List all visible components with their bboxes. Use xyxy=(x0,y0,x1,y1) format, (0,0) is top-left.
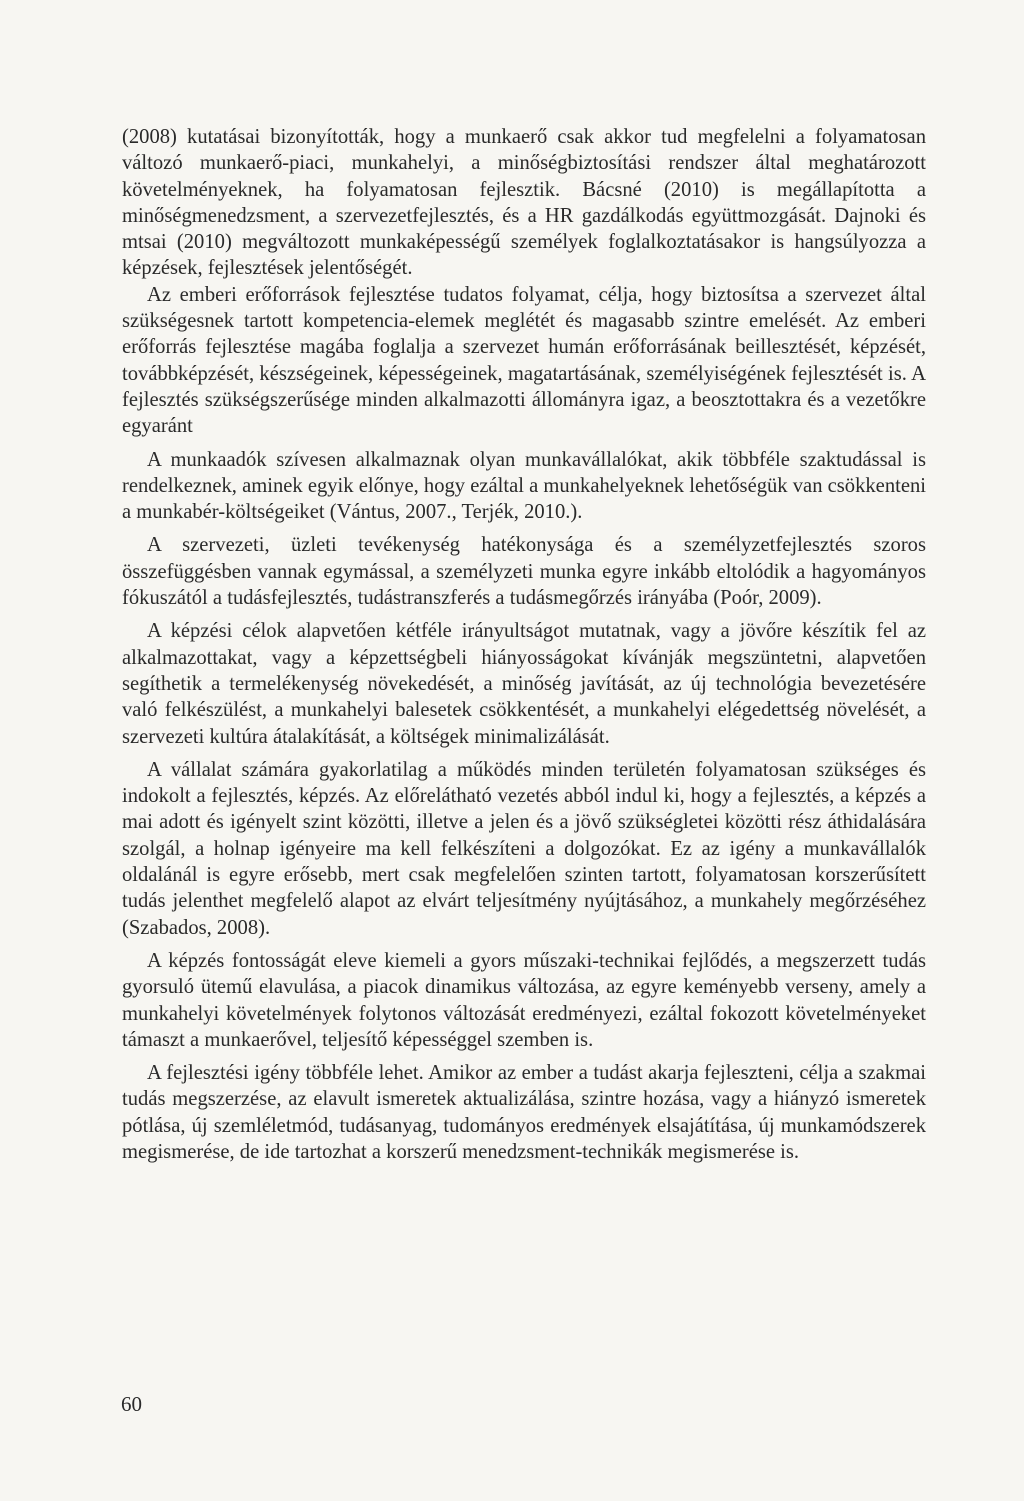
paragraph-4: A szervezeti, üzleti tevékenység hatékonysága és a személyzetfejlesztés szoros összefüggésben vannak egymással, a személyzeti munka egyre inkább eltolódik a hagyományos fókuszától a tudásfejlesztés, tudástranszferés a tudásmegőrzés irányába (Poór, 2009). xyxy=(122,534,926,610)
paragraph-7: A képzés fontosságát eleve kiemeli a gyors műszaki-technikai fejlődés, a megszerzett tudás gyorsuló ütemű elavulása, a piacok dinamikus változása, az egyre keményebb verseny, amely a munkahelyi követelmények folytonos változását eredményezi, ezáltal fokozott követelményeket támaszt a munkaerővel, teljesítő képességgel szemben is. xyxy=(122,949,926,1051)
paragraph-5: A képzési célok alapvetően kétféle irányultságot mutatnak, vagy a jövőre készítik fel az alkalmazottakat, vagy a képzettségbeli hiányosságokat kívánják megszüntetni, alapvetően segíthetik a termelékenység növekedését, a minőség javítását, az új technológia bevezetésére való felkészülést, a munkahelyi balesetek csökkentését, a munkahelyi elégedettség növelését, a szervezeti kultúra átalakítását, a költségek minimalizálását. xyxy=(122,620,926,748)
paragraph-3: A munkaadók szívesen alkalmaznak olyan munkavállalókat, akik többféle szaktudással is rendelkeznek, aminek egyik előnye, hogy ezáltal a munkahelyeknek lehetőségük van csökkenteni a munkabér-költségeiket (Vántus, 2007., Terjék, 2010.). xyxy=(122,448,927,524)
body-text xyxy=(122,124,926,1165)
paragraph-8: A fejlesztési igény többféle lehet. Amikor az ember a tudást akarja fejleszteni, célja a szakmai tudás megszerzése, az elavult ismeretek aktualizálása, szintre hozása, vagy a hiányzó ismeretek pótlása, új szemléletmód, tudásanyag, tudományos eredmények elsajátítása, új munkamódszerek megismerése, de ide tartozhat a korszerű menedzsment-technikák megismerése is. xyxy=(122,1062,926,1163)
paragraph-2: Az emberi erőforrások fejlesztése tudatos folyamat, célja, hogy biztosítsa a szervezet által szükségesnek tartott kompetencia-elemek meglétét és magasabb szintre emelését. Az emberi erőforrás fejlesztése magába foglalja a szervezet humán erőforrásának beillesztését, képzését, továbbképzését, készségeinek, képességeinek, magatartásának, személyiségének fejlesztését is. A fejlesztés szükségszerűsége minden alkalmazotti állományra igaz, a beosztottakra és a vezetőkre egyaránt xyxy=(122,283,926,438)
paragraph-6: A vállalat számára gyakorlatilag a működés minden területén folyamatosan szükséges és indokolt a fejlesztés, képzés. Az előrelátható vezetés abból indul ki, hogy a fejlesztés, a képzés a mai adott és igényelt szint közötti, illetve a jelen és a jövő szükségletei közötti rész áthidalására szolgál, a holnap igényeire ma kell felkészíteni a dolgozókat. Ez az igény a munkavállalók oldalánál is egyre erősebb, mert csak megfelelően szinten tartott, folyamatosan korszerűsített tudás jelenthet megfelelő alapot az elvárt teljesítmény nyújtásához, a munkahely megőrzéséhez (Szabados, 2008). xyxy=(122,758,926,939)
page-number: 60 xyxy=(121,1392,142,1416)
paragraph-1: (2008) kutatásai bizonyították, hogy a munkaerő csak akkor tud megfelelni a folyamatosan változó munkaerő-piaci, munkahelyi, a minőségbiztosítási rendszer által meghatározott követelményeknek, ha folyamatosan fejlesztik. Bácsné (2010) is megállapította a minőségmenedzsment, a szervezetfejlesztés, és a HR gazdálkodás együttmozgását. Dajnoki és mtsai (2010) megváltozott munkaképességű személyek foglalkoztatásakor is hangsúlyozza a képzések, fejlesztések jelentőségét. xyxy=(122,126,926,280)
